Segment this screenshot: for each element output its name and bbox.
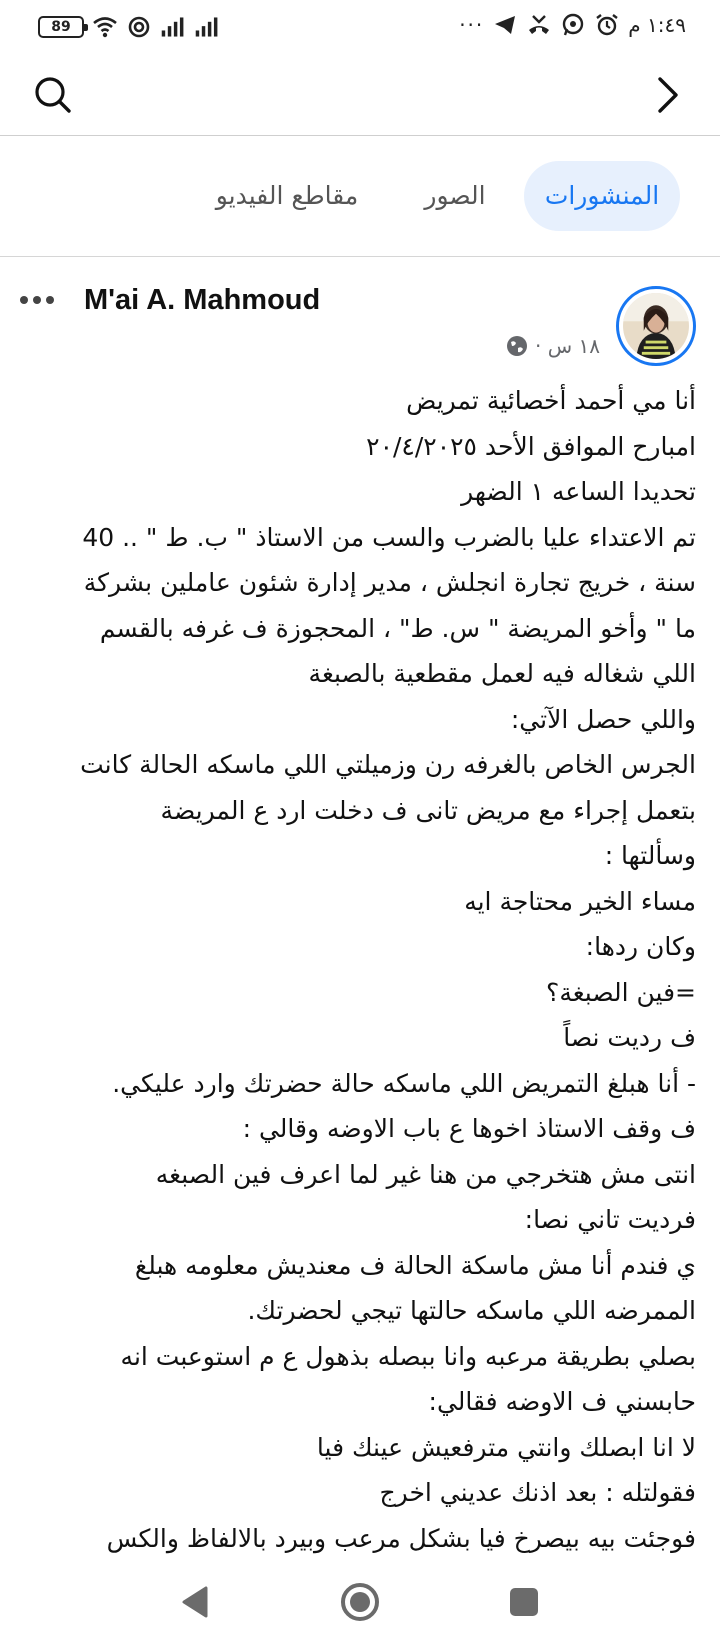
post-line: ف وقف الاستاذ اخوها ع باب الاوضه وقالي : — [242, 1114, 696, 1143]
post-line: فرديت تاني نصا: — [524, 1205, 696, 1234]
more-options-icon[interactable] — [20, 290, 60, 310]
post-line: تم الاعتداء عليا بالضرب والسب من الاستاذ " ب. ط " .. 40 — [82, 522, 696, 552]
status-right-icons — [459, 12, 686, 38]
tab-photos[interactable]: الصور — [424, 181, 486, 210]
telegram-icon — [492, 12, 518, 38]
alarm-icon — [594, 12, 620, 38]
post-line: - أنا هبلغ التمريض اللي ماسكه حالة حضرتك وارد عليكي. — [112, 1068, 696, 1098]
post-line: سنة ، خريج تجارة انجلش ، مدير إدارة شئون عاملين بشركة — [83, 568, 696, 597]
post-time[interactable]: ١٨ س · — [535, 334, 600, 358]
post-line: انتى مش هتخرجي من هنا غير لما اعرف فين الصبغه — [155, 1159, 696, 1189]
post-header — [0, 258, 720, 378]
wifi-icon — [92, 14, 118, 40]
post-line: ما " وأخو المريضة " س. ط" ، المحجوزة ف غرفه بالقسم — [99, 613, 696, 643]
hotspot-icon — [126, 14, 152, 40]
post-line: وكان ردها: — [585, 932, 696, 961]
post-line: امبارح الموافق الأحد ٢٠/٤/٢٠٢٥ — [366, 431, 696, 461]
post-line: اللي شغاله فيه لعمل مقطعية بالصبغة — [308, 659, 696, 688]
post-line: واللي حصل الآتي: — [510, 704, 696, 734]
whatsapp-icon — [560, 12, 586, 38]
post-line: حابسني ف الاوضه فقالي: — [428, 1387, 696, 1416]
signal-2-icon — [194, 14, 220, 40]
post-line: وسألتها : — [604, 841, 696, 870]
post-line: تحديدا الساعه ١ الضهر — [461, 477, 696, 506]
post-line: أنا مي أحمد أخصائية تمريض — [406, 386, 696, 415]
post-meta — [505, 334, 600, 358]
status-left-icons — [38, 14, 220, 40]
battery-icon: 89 — [38, 16, 84, 38]
post-line: الجرس الخاص بالغرفه رن وزميلتي اللي ماسكه الحالة كانت — [80, 750, 696, 779]
search-icon[interactable] — [30, 72, 76, 118]
post-line: الممرضه اللي ماسكه حالتها تيجي لحضرتك. — [247, 1296, 696, 1325]
tab-videos[interactable]: مقاطع الفيديو — [215, 181, 359, 210]
status-time: ١:٤٩ م — [628, 13, 686, 37]
avatar-photo — [623, 293, 689, 359]
system-nav-bar — [0, 1556, 720, 1650]
post-line: بصلي بطريقة مرعبه وانا ببصله بذهول ع م استوعبت انه — [120, 1341, 696, 1371]
post-line: ف رديت نصاً — [563, 1023, 696, 1052]
author-name[interactable]: M'ai A. Mahmoud — [84, 284, 321, 316]
missed-call-icon — [526, 12, 552, 38]
nav-recent-apps-icon[interactable] — [500, 1578, 548, 1626]
post-line: لا انا ابصلك وانتي مترفعيش عينك فيا — [316, 1432, 696, 1462]
status-bar — [0, 0, 720, 56]
post-line: =فين الصبغة؟ — [546, 977, 696, 1007]
back-chevron-icon[interactable] — [644, 72, 690, 118]
status-more-indicator: ··· — [459, 13, 485, 37]
tab-posts[interactable]: المنشورات — [524, 161, 680, 231]
nav-home-icon[interactable] — [336, 1578, 384, 1626]
post-line: ي فندم أنا مش ماسكة الحالة ف معنديش معلومه هبلغ — [134, 1250, 696, 1280]
app-bar — [0, 58, 720, 136]
post-line: فوجئت بيه بيصرخ فيا بشكل مرعب وبيرد بالالفاظ والكس — [106, 1523, 696, 1553]
profile-tabs — [0, 137, 720, 257]
signal-icon — [160, 14, 186, 40]
avatar[interactable] — [616, 286, 696, 366]
post-line: بتعمل إجراء مع مريض تانى ف دخلت ارد ع المريضة — [160, 795, 696, 825]
post-line: فقولتله : بعد اذنك عديني اخرج — [379, 1478, 696, 1507]
nav-back-icon[interactable] — [172, 1578, 220, 1626]
post-line: مساء الخير محتاجة ايه — [464, 886, 696, 916]
post-text — [24, 378, 696, 1558]
globe-icon — [505, 334, 529, 358]
